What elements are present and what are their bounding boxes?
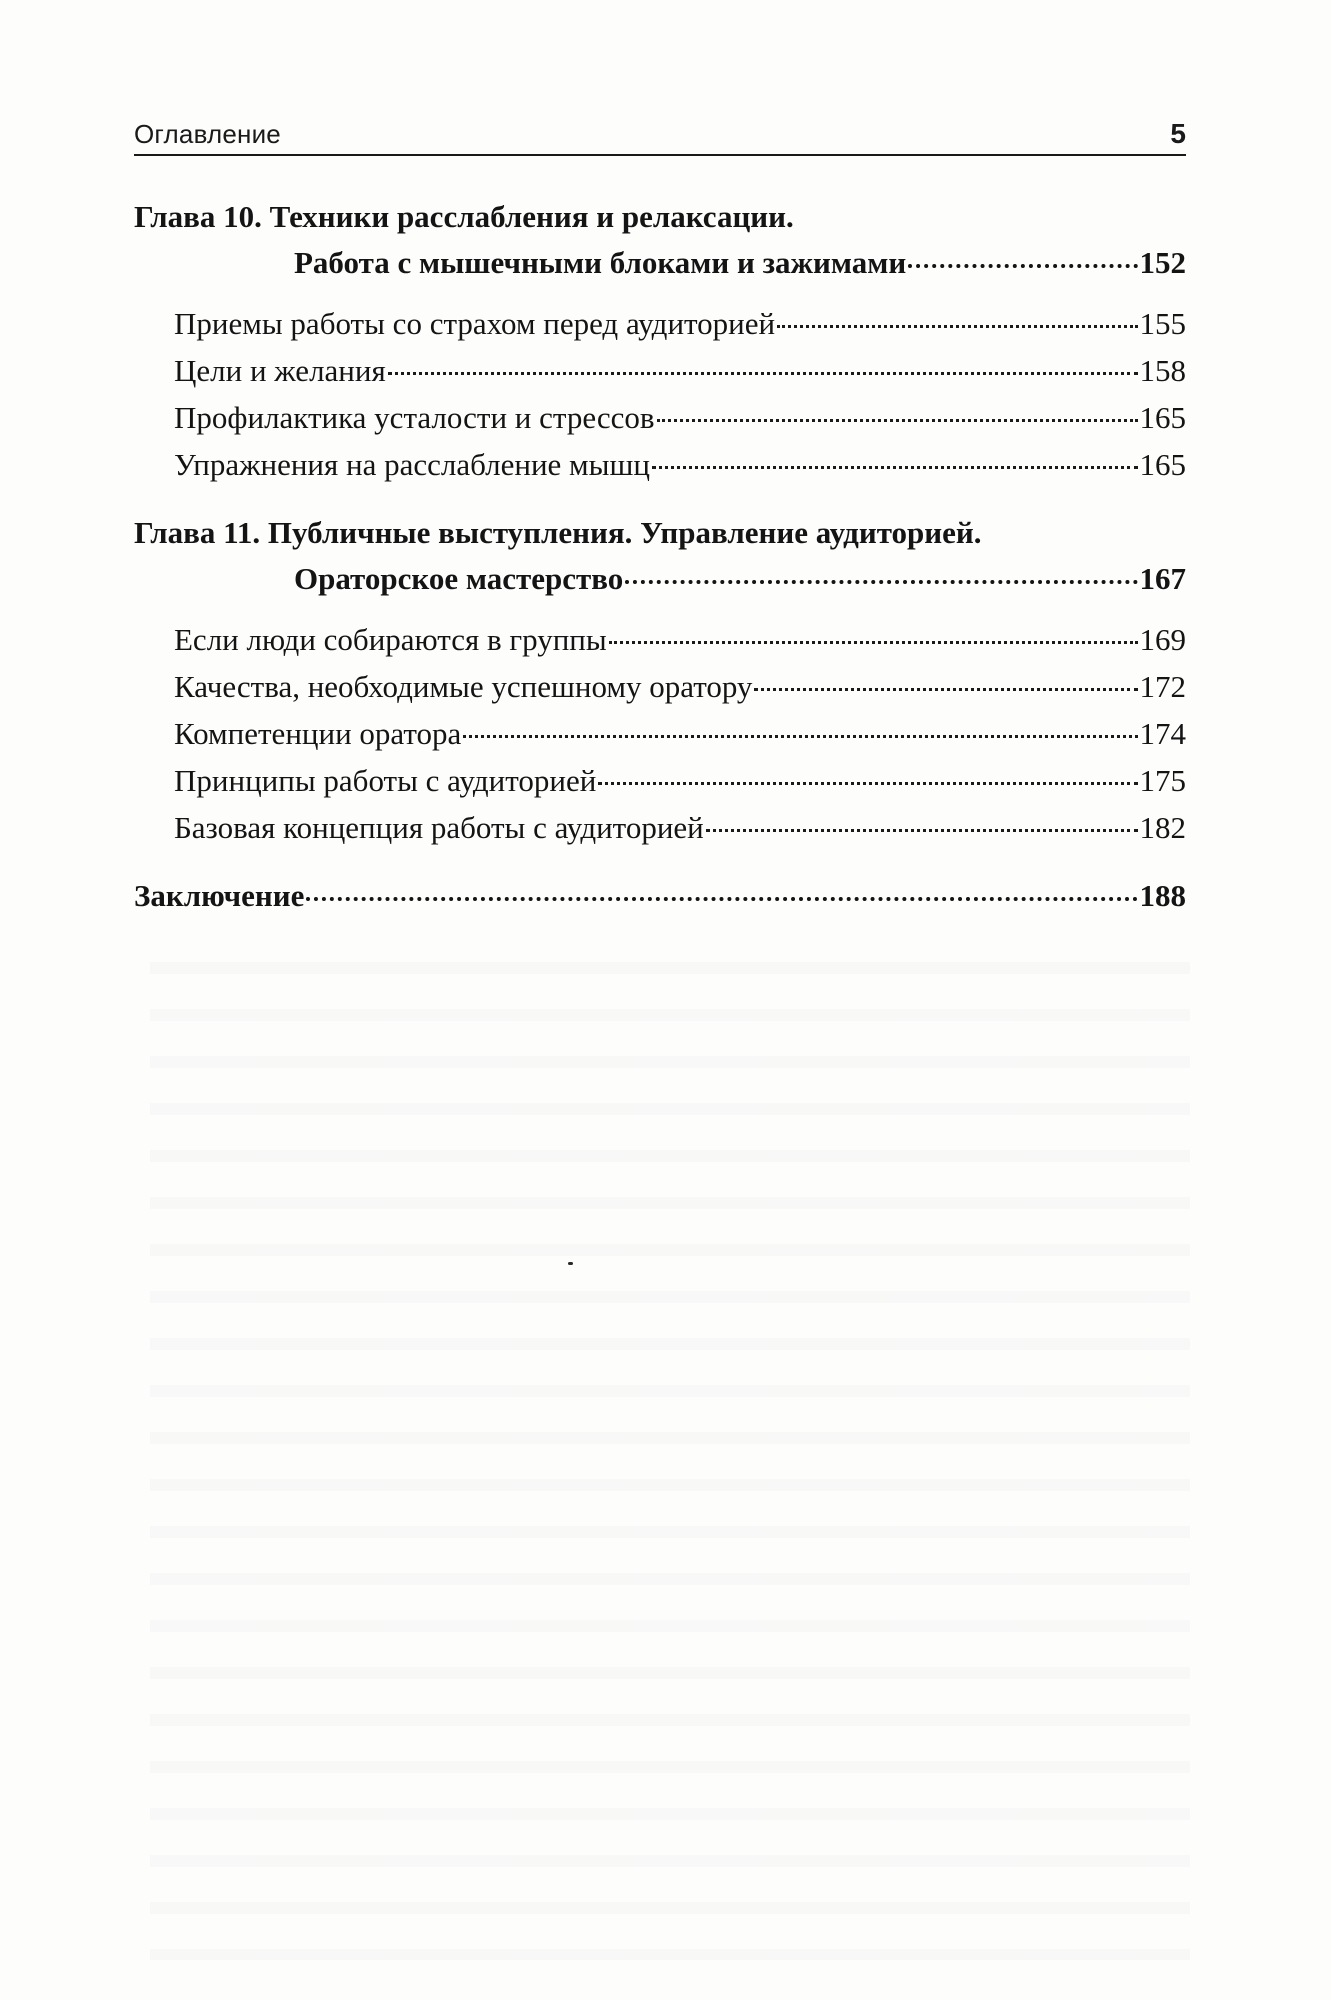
table-of-contents — [134, 194, 1186, 919]
page-number: 169 — [1139, 622, 1186, 657]
toc-section — [134, 710, 1186, 757]
dot-leader — [652, 466, 1138, 469]
section-title: Базовая концепция работы с аудиторией — [174, 810, 704, 845]
bleed-through-texture — [150, 940, 1190, 1960]
dot-leader — [306, 897, 1137, 901]
chapter-10-sections — [134, 300, 1186, 488]
dot-leader — [754, 688, 1137, 691]
dot-leader — [706, 829, 1138, 832]
page-number: 167 — [1139, 561, 1186, 596]
page-number: 174 — [1139, 716, 1186, 751]
section-title: Если люди собираются в группы — [174, 622, 607, 657]
section-title: Принципы работы с аудиторией — [174, 763, 597, 798]
chapter-title-line: Глава 11. Публичные выступления. Управление аудиторией. — [134, 515, 982, 550]
toc-chapter-10 — [134, 194, 1186, 286]
toc-section — [134, 616, 1186, 663]
section-title: Компетенции оратора — [174, 716, 462, 751]
chapter-title-line: Глава 10. Техники расслабления и релаксации. — [134, 199, 794, 234]
chapter-entry — [134, 556, 1186, 602]
page-number: 152 — [1139, 245, 1186, 280]
section-title: Упражнения на расслабление мышц — [174, 447, 650, 482]
page-number: 155 — [1139, 306, 1186, 341]
chapter-subtitle: Ораторское мастерство — [294, 561, 624, 596]
toc-section — [134, 663, 1186, 710]
toc-section — [134, 300, 1186, 347]
dot-leader — [388, 372, 1138, 375]
dot-leader — [777, 325, 1137, 328]
toc-section — [134, 347, 1186, 394]
page-number: 182 — [1139, 810, 1186, 845]
header-title: Оглавление — [134, 119, 281, 149]
toc-section — [134, 757, 1186, 804]
section-title: Приемы работы со страхом перед аудиторией — [174, 306, 776, 341]
page-number: 172 — [1139, 669, 1186, 704]
toc-section — [134, 441, 1186, 488]
dot-leader — [598, 782, 1137, 785]
conclusion-title: Заключение — [134, 878, 305, 913]
chapter-subtitle: Работа с мышечными блоками и зажимами — [294, 245, 907, 280]
chapter-11-sections — [134, 616, 1186, 851]
page-number: 188 — [1139, 878, 1186, 913]
conclusion-entry — [134, 873, 1186, 919]
toc-chapter-11 — [134, 510, 1186, 602]
header-page-number: 5 — [1170, 118, 1186, 149]
running-header — [134, 112, 1186, 156]
toc-section — [134, 394, 1186, 441]
dot-leader — [463, 735, 1137, 738]
page-number: 165 — [1139, 400, 1186, 435]
toc-section — [134, 804, 1186, 851]
section-title: Цели и желания — [174, 353, 386, 388]
section-title: Качества, необходимые успешному оратору — [174, 669, 753, 704]
page-number: 158 — [1139, 353, 1186, 388]
print-speck — [568, 1262, 573, 1265]
dot-leader — [609, 641, 1138, 644]
dot-leader — [657, 419, 1138, 422]
toc-conclusion — [134, 873, 1186, 919]
dot-leader — [625, 580, 1137, 584]
page-number: 175 — [1139, 763, 1186, 798]
dot-leader — [908, 264, 1137, 268]
section-title: Профилактика усталости и стрессов — [174, 400, 655, 435]
chapter-entry — [134, 240, 1186, 286]
page-number: 165 — [1139, 447, 1186, 482]
